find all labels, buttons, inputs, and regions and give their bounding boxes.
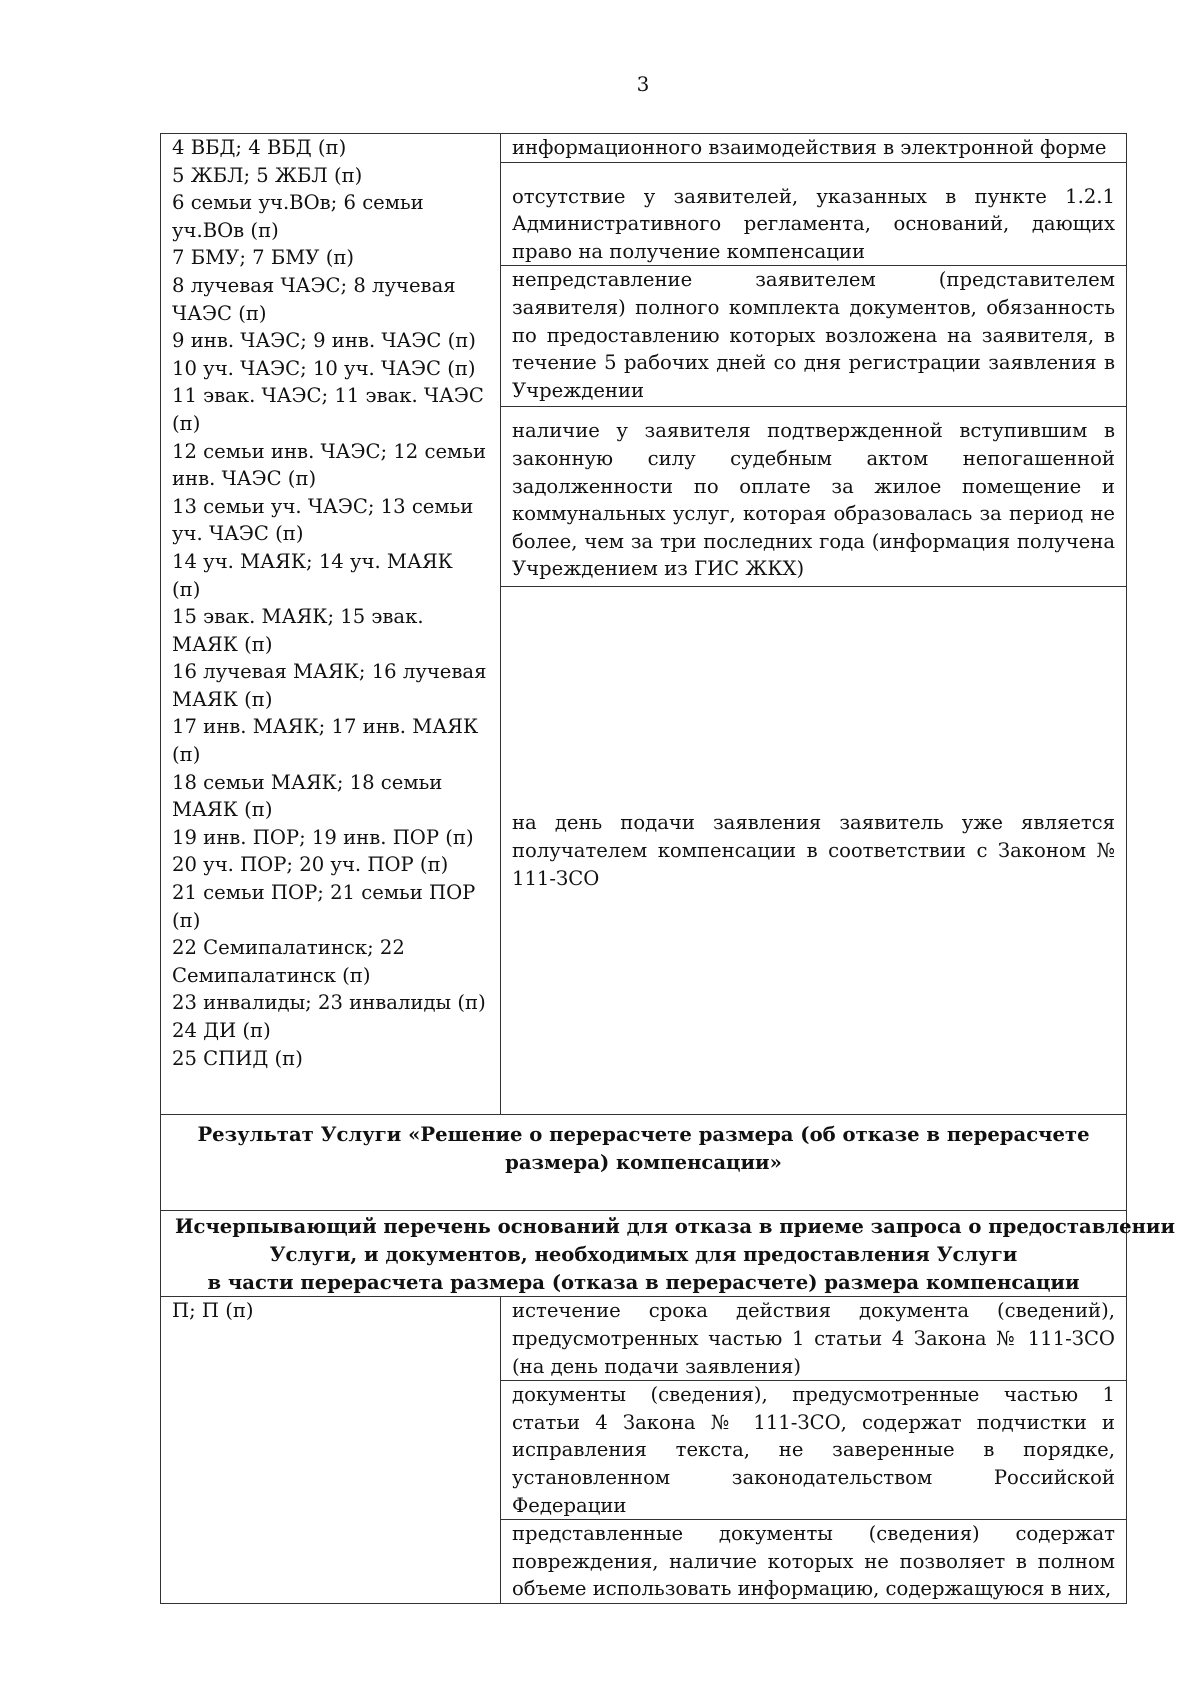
refusal-ground-text-3: представленные документы (сведения) содержат повреждения, наличие которых не позволяет в полном объеме использовать информацию, содержащуюся в них, — [512, 1522, 1115, 1601]
refusal-ground-text-2: документы (сведения), предусмотренные частью 1 статьи 4 Закона № 111-ЗСО, содержат подчистки и исправления текста, не заверенные в порядке, установленном законодательством Российской Федерации — [512, 1383, 1115, 1517]
benefit-code-line: 16 лучевая МАЯК; 16 лучевая — [172, 660, 487, 684]
benefit-code-line: 11 эвак. ЧАЭС; 11 эвак. ЧАЭС — [172, 384, 484, 408]
benefit-code-line: МАЯК (п) — [172, 632, 273, 656]
benefit-code-line: МАЯК (п) — [172, 687, 273, 711]
benefit-code-line: уч.ВОв (п) — [172, 218, 279, 242]
refusal-heading-cell — [161, 1211, 1175, 1297]
benefit-code-line: 8 лучевая ЧАЭС; 8 лучевая — [172, 273, 456, 297]
ground-text-1: информационного взаимодействия в электронной форме — [512, 136, 1107, 159]
ground-text-2: отсутствие у заявителей, указанных в пункте 1.2.1 Административного регламента, оснований, дающих право на получение компенсации — [512, 184, 1115, 263]
benefit-code-line: 5 ЖБЛ; 5 ЖБЛ (п) — [172, 163, 363, 187]
benefit-code-line: 25 СПИД (п) — [172, 1046, 303, 1070]
benefit-code-line: МАЯК (п) — [172, 798, 273, 822]
ground-cell-4 — [501, 407, 1127, 587]
benefit-code-line: (п) — [172, 743, 201, 767]
refusal-heading-line-2: Услуги, и документов, необходимых для предоставления Услуги — [269, 1242, 1018, 1266]
benefit-code-line: 21 семьи ПОР; 21 семьи ПОР — [172, 881, 476, 905]
benefit-code-line: 10 уч. ЧАЭС; 10 уч. ЧАЭС (п) — [172, 356, 476, 380]
benefit-code-line: 6 семьи уч.ВОв; 6 семьи — [172, 191, 424, 215]
benefit-code-line: 9 инв. ЧАЭС; 9 инв. ЧАЭС (п) — [172, 329, 476, 353]
refusal-ground-cell-3 — [501, 1520, 1127, 1604]
benefit-code-line: 13 семьи уч. ЧАЭС; 13 семьи — [172, 494, 474, 518]
benefit-code-line: (п) — [172, 577, 201, 601]
benefit-code-line: ЧАЭС (п) — [172, 301, 267, 325]
benefit-code-line: 18 семьи МАЯК; 18 семьи — [172, 770, 443, 794]
refusal-heading-line-3: в части перерасчета размера (отказа в перерасчете) размера компенсации — [207, 1270, 1080, 1294]
service-code: П; П (п) — [172, 1299, 254, 1323]
ground-text-4: наличие у заявителя подтвержденной вступившим в законную силу судебным актом непогашенной задолженности по оплате за жилое помещение и коммунальных услуг, которая образовалась за период не более, чем за три последних года (информация получена Учреждением из ГИС ЖКХ) — [512, 419, 1115, 581]
page-number: 3 — [636, 72, 650, 96]
benefit-code-line: 12 семьи инв. ЧАЭС; 12 семьи — [172, 439, 487, 463]
benefit-code-line: (п) — [172, 411, 201, 435]
benefit-code-line: 23 инвалиды; 23 инвалиды (п) — [172, 991, 486, 1015]
result-heading: Результат Услуги «Решение о перерасчете размера (об отказе в перерасчете размера) компенсации» — [197, 1123, 1090, 1174]
benefit-codes-list — [172, 134, 490, 1072]
benefit-code-line: (п) — [172, 908, 201, 932]
result-heading-cell — [161, 1115, 1127, 1211]
benefit-code-line: уч. ЧАЭС (п) — [172, 522, 304, 546]
benefit-code-line: 19 инв. ПОР; 19 инв. ПОР (п) — [172, 825, 474, 849]
ground-cell-1 — [501, 134, 1127, 163]
benefit-code-line: 7 БМУ; 7 БМУ (п) — [172, 246, 355, 270]
refusal-ground-cell-2 — [501, 1381, 1127, 1520]
benefit-code-line: 17 инв. МАЯК; 17 инв. МАЯК — [172, 715, 479, 739]
benefit-code-line: инв. ЧАЭС (п) — [172, 467, 317, 491]
refusal-heading-line-1: Исчерпывающий перечень оснований для отказа в приеме запроса о предоставлении — [175, 1215, 1175, 1239]
benefit-code-line: Семипалатинск (п) — [172, 963, 371, 987]
benefit-code-line: 24 ДИ (п) — [172, 1019, 271, 1042]
ground-cell-3 — [501, 266, 1127, 407]
service-code-cell — [161, 1297, 501, 1604]
ground-text-3: непредставление заявителем (представителем заявителя) полного комплекта документов, обязанность по предоставлению которых возложена на заявителя, в течение 5 рабочих дней со дня регистрации заявления в Учреждении — [512, 268, 1115, 402]
benefit-codes-cell — [161, 134, 501, 1115]
benefit-code-line: 22 Семипалатинск; 22 — [172, 936, 405, 960]
ground-cell-2 — [501, 162, 1127, 266]
benefit-code-line: 4 ВБД; 4 ВБД (п) — [172, 136, 347, 159]
benefit-code-line: 20 уч. ПОР; 20 уч. ПОР (п) — [172, 853, 449, 877]
benefit-code-line: 14 уч. МАЯК; 14 уч. МАЯК — [172, 549, 453, 573]
refusal-ground-cell-1 — [501, 1297, 1127, 1381]
refusal-ground-text-1: истечение срока действия документа (сведений), предусмотренных частью 1 статьи 4 Закона № 111-ЗСО (на день подачи заявления) — [512, 1299, 1115, 1378]
document-table — [160, 133, 1175, 1604]
ground-text-5: на день подачи заявления заявитель уже является получателем компенсации в соответствии с Законом № 111-ЗСО — [512, 811, 1115, 890]
ground-cell-5 — [501, 587, 1127, 1115]
benefit-code-line: 15 эвак. МАЯК; 15 эвак. — [172, 605, 424, 629]
